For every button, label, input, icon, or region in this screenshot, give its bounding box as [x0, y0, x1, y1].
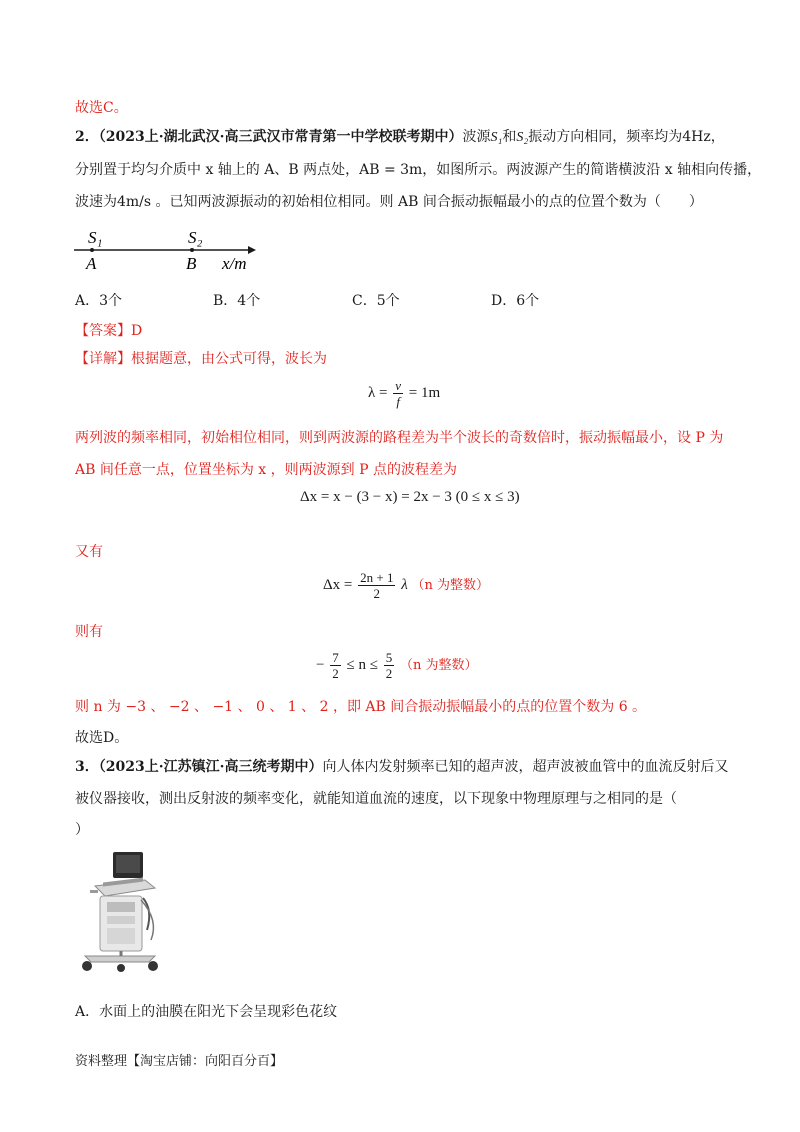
q2-detail-line-2: 两列波的频率相同，初始相位相同，则到两波源的路程差为半个波长的奇数倍时，振动振幅最小，设 P 为	[75, 430, 724, 446]
formula-min-condition	[323, 570, 489, 601]
q2-line-3: 波速为4m/s 。已知两波源振动的初始相位相同。则 AB 间合振动振幅最小的点的位置个数为（ ）	[75, 194, 703, 210]
ineq-minus: −	[316, 656, 325, 673]
q2-line-2: 分别置于均匀介质中 x 轴上的 A、B 两点处，AB = 3m，如图所示。两波源产生的简谐横波沿 x 轴相向传播，	[75, 162, 762, 178]
page-footer: 资料整理【淘宝店铺：向阳百分百】	[75, 1054, 284, 1069]
q2-also: 又有	[75, 544, 103, 560]
ineq-den2: 2	[385, 666, 393, 681]
ineq-fraction-1	[330, 650, 341, 681]
q3-line-1	[75, 757, 728, 777]
fig-s1-label: S₁	[88, 228, 103, 247]
q2-detail-text: 根据题意，由公式可得，波长为	[131, 351, 327, 367]
q2-detail-tag: 【详解】	[75, 351, 131, 367]
x-axis-arrow-icon	[248, 246, 256, 254]
q2-option-a: A．3个	[75, 293, 123, 309]
q2-option-b: B．4个	[213, 293, 261, 309]
q2-option-c: C．5个	[352, 293, 400, 309]
dx2-left: Δx =	[323, 576, 353, 593]
q3-line-2: 被仪器接收，测出反射波的频率变化，就能知道血流的速度，以下现象中物理原理与之相同的是（	[75, 791, 677, 807]
ineq-fraction-2	[384, 650, 395, 681]
q2-conclusion: 则 n 为 −3 、 −2 、 −1 、 0 、 1 、 2 ，即 AB 间合振动振幅最小的点的位置个数为 6 。	[75, 699, 647, 715]
fig-a-label: A	[86, 254, 97, 273]
q2-s2: S₂	[516, 130, 529, 145]
q2-line1-tail: 波源	[462, 129, 491, 145]
fig-s2-label: S₂	[188, 228, 203, 247]
wheel-icon	[148, 961, 158, 971]
wheel-icon	[117, 964, 125, 972]
formula-wavelength	[368, 378, 440, 409]
q3-line1-rest: 向人体内发射频率已知的超声波，超声波被血管中的血流反射后又	[322, 759, 729, 775]
q2-detail-line-3: AB 间任意一点，位置坐标为 x ，则两波源到 P 点的波程差为	[75, 462, 457, 478]
q2-option-d: D．6个	[491, 293, 540, 309]
dx2-fraction	[358, 570, 395, 601]
formula-inequality	[316, 650, 477, 681]
q2-choose: 故选D。	[75, 730, 129, 746]
q2-line-1	[75, 127, 725, 148]
dx2-note: （n 为整数）	[411, 577, 489, 593]
q3-number: 3．	[75, 759, 99, 775]
q2-source: （2023上·湖北武汉·高三武汉市常青第一中学校联考期中）	[98, 129, 463, 145]
lambda-left: λ =	[368, 384, 388, 401]
q3-source: （2023上·江苏镇江·高三统考期中）	[98, 759, 323, 775]
lambda-right: = 1m	[408, 384, 441, 401]
ineq-mid: ≤ n ≤	[346, 656, 378, 673]
point-a-dot	[90, 248, 94, 252]
lambda-num: v	[395, 378, 402, 393]
fig-b-label: B	[186, 254, 197, 273]
q2-line1-rest: 振动方向相同，频率均为4Hz，	[528, 129, 725, 145]
q3-option-a: A．水面上的油膜在阳光下会呈现彩色花纹	[75, 1004, 338, 1020]
dx2-right: λ	[401, 576, 408, 593]
lambda-den: f	[396, 394, 400, 409]
q2-number: 2．	[75, 129, 99, 145]
lambda-fraction	[393, 378, 403, 409]
point-b-dot	[190, 248, 194, 252]
q2-and: 和	[502, 129, 517, 145]
q2-then: 则有	[75, 624, 103, 640]
ineq-note: （n 为整数）	[399, 657, 478, 673]
fig-axis-label: x/m	[222, 254, 247, 273]
wheel-icon	[82, 961, 92, 971]
previous-answer-choice: 故选C。	[75, 100, 128, 116]
q2-s1: S₁	[490, 130, 503, 145]
q2-detail-line-1	[75, 349, 327, 369]
ineq-den1: 2	[332, 666, 339, 681]
formula-path-difference: Δx = x − (3 − x) = 2x − 3 (0 ≤ x ≤ 3)	[300, 489, 520, 505]
ultrasound-machine-image	[75, 850, 165, 975]
dx2-den: 2	[373, 586, 381, 601]
q2-axis-figure	[70, 222, 270, 274]
ineq-num2: 5	[385, 650, 393, 665]
q3-line-3: ）	[75, 822, 89, 838]
dx2-num: 2n + 1	[360, 570, 394, 585]
ineq-num1: 7	[332, 650, 339, 665]
q2-answer: 【答案】D	[75, 323, 143, 339]
